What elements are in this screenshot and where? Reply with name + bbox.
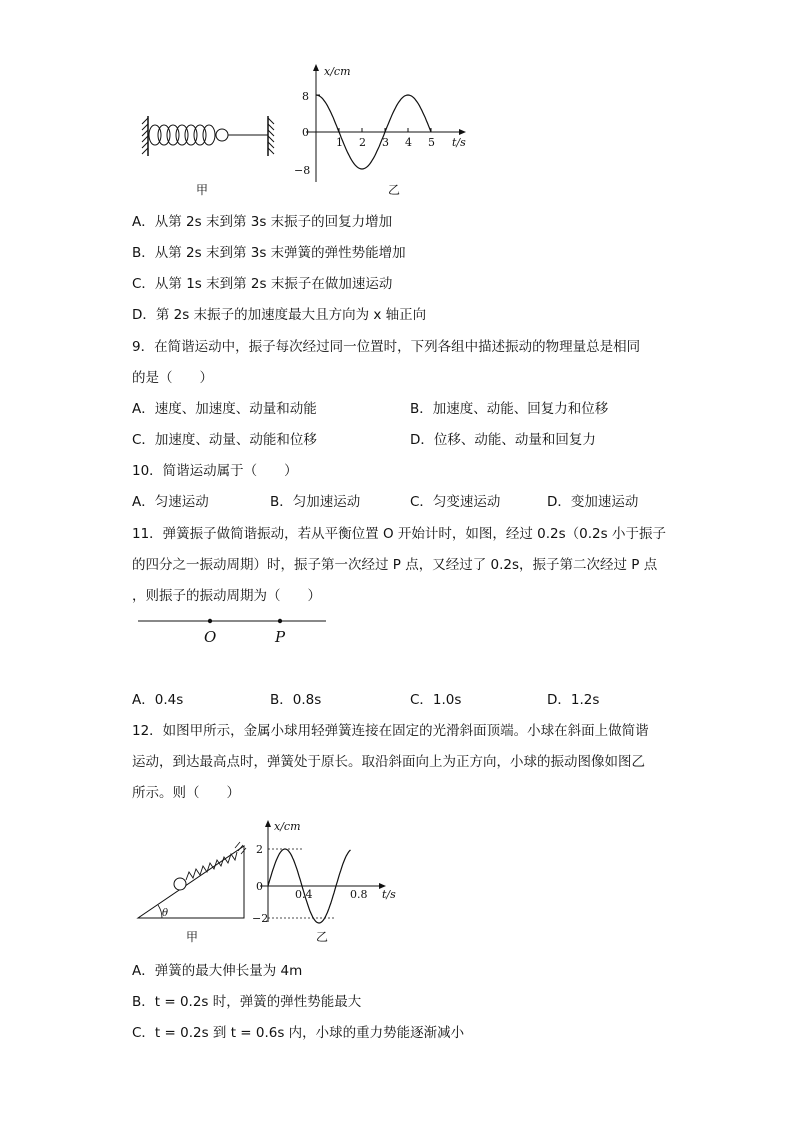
q8-x-tick-label: 1 [336, 136, 343, 149]
q11-option-a: A．0.4s [132, 692, 184, 708]
q10-stem: 10．简谐运动属于（ ） [132, 463, 298, 479]
q8-y-top: 8 [302, 90, 309, 103]
q8-x-tick-label: 4 [405, 136, 412, 149]
q11-point-p-dot [278, 619, 282, 623]
q12-y-top: 2 [256, 843, 263, 856]
q9-option-b: B．加速度、动能、回复力和位移 [410, 401, 609, 417]
q8-x-tick-label: 2 [359, 136, 366, 149]
q9-stem-line2: 的是（ ） [132, 370, 213, 386]
q12-stem-line1: 12．如图甲所示，金属小球用轻弹簧连接在固定的光滑斜面顶端。小球在斜面上做简谐 [132, 723, 649, 739]
q10-option-a: A．匀速运动 [132, 494, 209, 510]
q8-xt-graph [292, 62, 472, 192]
q10-option-d: D．变加速运动 [547, 494, 639, 510]
q11-line-figure [136, 612, 336, 648]
q11-option-b: B．0.8s [270, 692, 322, 708]
q8-x-tick-label: 5 [428, 136, 435, 149]
q8-spring-figure [138, 108, 278, 168]
q11-stem-line3: ，则振子的振动周期为（ ） [132, 588, 321, 604]
q12-y-axis-label: x/cm [274, 820, 301, 833]
q8-y-zero: 0 [302, 126, 309, 139]
q12-option-c: C．t = 0.2s 到 t = 0.6s 内，小球的重力势能逐渐减小 [132, 1025, 465, 1041]
q12-y-bottom: −2 [252, 912, 269, 925]
q9-option-d: D．位移、动能、动量和回复力 [410, 432, 596, 448]
q8-figure-label-right: 乙 [388, 183, 401, 197]
q9-stem-line1: 9．在简谐运动中，振子每次经过同一位置时，下列各组中描述振动的物理量总是相同 [132, 339, 641, 355]
q8-option-c: C．从第 1s 末到第 2s 末振子在做加速运动 [132, 276, 393, 292]
q8-option-a: A．从第 2s 末到第 3s 末振子的回复力增加 [132, 214, 393, 230]
q12-x-axis-label: t/s [382, 888, 396, 901]
q12-incline-figure [136, 840, 251, 920]
q11-point-p-label: P [275, 628, 286, 646]
q10-option-b: B．匀加速运动 [270, 494, 361, 510]
q12-stem-line3: 所示。则（ ） [132, 785, 240, 801]
q8-x-tick-label: 3 [382, 136, 389, 149]
q10-option-c: C．匀变速运动 [410, 494, 501, 510]
q12-figure-label-right: 乙 [316, 930, 329, 944]
q8-x-axis-label: t/s [452, 136, 466, 149]
q8-option-b: B．从第 2s 末到第 3s 末弹簧的弹性势能增加 [132, 245, 406, 261]
q12-figure-label-left: 甲 [186, 930, 199, 944]
q11-stem-line2: 的四分之一振动周期）时，振子第一次经过 P 点，又经过了 0.2s，振子第二次经过 P 点 [132, 557, 658, 573]
q12-stem-line2: 运动，到达最高点时，弹簧处于原长。取沿斜面向上为正方向，小球的振动图像如图乙 [132, 754, 645, 770]
q11-point-o-label: O [204, 628, 217, 646]
q11-point-o-dot [208, 619, 212, 623]
q11-option-c: C．1.0s [410, 692, 462, 708]
q8-y-bottom: −8 [294, 164, 311, 177]
q9-option-a: A．速度、加速度、动量和动能 [132, 401, 317, 417]
q12-option-b: B．t = 0.2s 时，弹簧的弹性势能最大 [132, 994, 362, 1010]
q11-stem-line1: 11．弹簧振子做简谐振动，若从平衡位置 O 开始计时，如图，经过 0.2s（0.2s 小于振子 [132, 526, 666, 542]
q12-tick-0.8: 0.8 [350, 888, 368, 901]
q12-option-a: A．弹簧的最大伸长量为 4m [132, 963, 303, 979]
q12-y-zero: 0 [256, 880, 263, 893]
q12-tick-0.4: 0.4 [295, 888, 313, 901]
q8-y-axis-label: x/cm [324, 65, 351, 78]
q9-option-c: C．加速度、动量、动能和位移 [132, 432, 317, 448]
q8-option-d: D．第 2s 末振子的加速度最大且方向为 x 轴正向 [132, 307, 427, 323]
q12-angle-label: θ [162, 908, 169, 919]
q11-option-d: D．1.2s [547, 692, 600, 708]
q12-xt-graph [252, 818, 406, 928]
q8-figure-label-left: 甲 [196, 183, 209, 197]
